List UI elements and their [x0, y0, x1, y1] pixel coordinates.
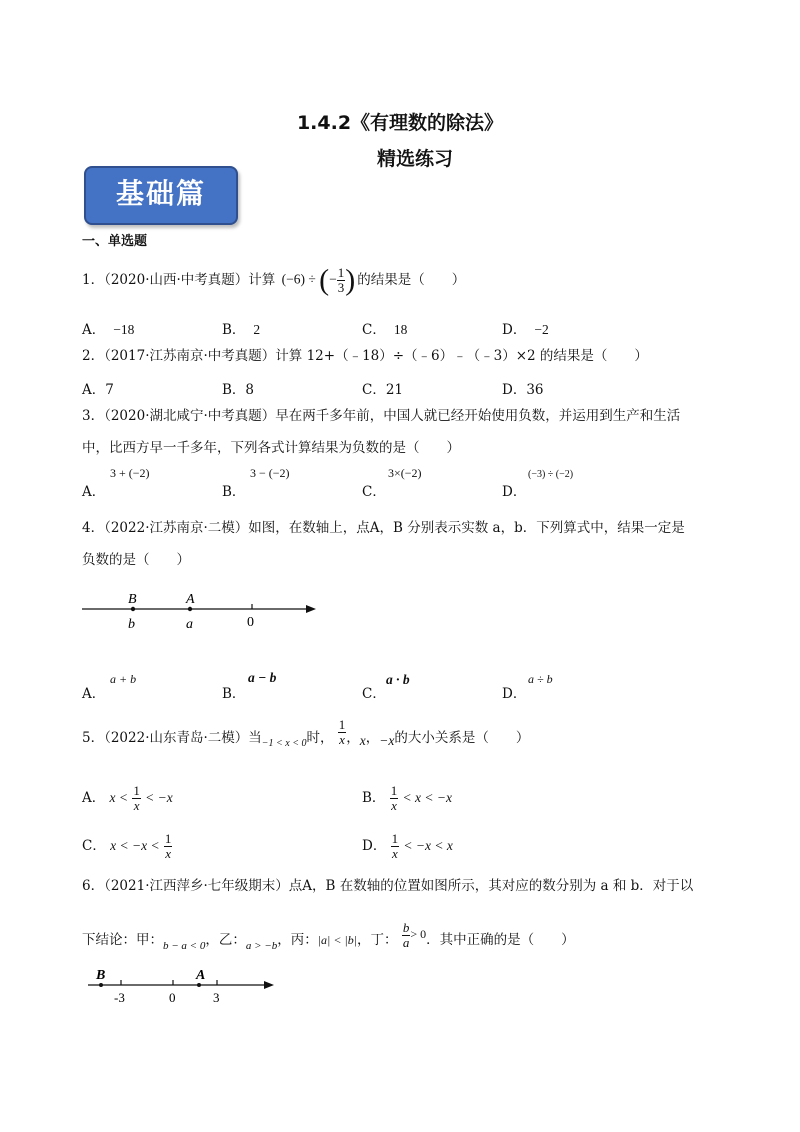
page-title: 1.4.2《有理数的除法》 — [296, 112, 504, 134]
minus-sign: − — [329, 271, 337, 287]
option-b-value: 3 − (−2) — [250, 466, 290, 480]
question-number: 2． — [82, 348, 105, 364]
tick-label-neg-3: -3 — [114, 990, 125, 1005]
frac-numerator: 1 — [390, 783, 398, 798]
option-pre: x < −x < — [110, 838, 160, 853]
option-value: 8 — [245, 382, 255, 398]
question-number: 6． — [82, 878, 105, 894]
option-a-value: a + b — [110, 672, 137, 686]
option-value: 21 — [385, 382, 404, 398]
arrow-head — [306, 605, 316, 613]
option-label: A． — [82, 686, 106, 702]
frac-denominator: a — [402, 935, 410, 950]
statement-yi: a > −b — [245, 940, 278, 952]
statement-bing: |a| < |b| — [317, 933, 358, 947]
option-label: B． — [222, 484, 246, 500]
option-d[interactable] — [502, 378, 544, 398]
text-segment: ，乙： — [205, 932, 246, 948]
section-heading: 一、单选题 — [82, 234, 148, 249]
option-c[interactable] — [362, 480, 386, 500]
section-banner: 基础篇 — [84, 166, 238, 225]
option-c-value: 3×(−2) — [388, 466, 422, 480]
fraction — [391, 832, 400, 861]
frac-denominator: x — [133, 798, 140, 813]
option-c-value: a · b — [386, 672, 410, 687]
option-b[interactable] — [362, 784, 452, 813]
option-a[interactable] — [82, 480, 105, 500]
option-b[interactable] — [222, 682, 245, 702]
fraction — [132, 784, 141, 813]
option-label: C． — [362, 322, 386, 338]
frac-denominator: x — [391, 798, 397, 813]
question-suffix: 的大小关系是（ ） — [394, 730, 530, 746]
question-number: 1． — [82, 272, 105, 288]
option-a[interactable] — [82, 378, 114, 398]
question-mid: 时， — [306, 730, 334, 746]
option-label: D． — [502, 686, 527, 702]
option-value: 36 — [526, 382, 544, 398]
option-a-value: 3 + (−2) — [110, 466, 150, 480]
question-3-line-2: 中，比西方早一千多年，下列各式计算结果为负数的是（ ） — [82, 440, 460, 456]
label-point-b: B — [96, 968, 106, 983]
frac-denominator: x — [165, 846, 172, 861]
arrow-head — [264, 981, 274, 989]
option-value: 18 — [393, 322, 408, 337]
expr-left: (−6) ÷ — [281, 271, 316, 287]
option-d-value: a ÷ b — [528, 672, 553, 686]
option-label: A． — [82, 790, 106, 806]
condition: −1 < x < 0 — [261, 738, 307, 749]
option-a[interactable] — [82, 318, 134, 338]
question-number: 5． — [82, 730, 105, 746]
option-label: D． — [362, 838, 387, 854]
point-a — [197, 983, 201, 987]
option-label: D． — [502, 484, 527, 500]
option-label: B． — [222, 322, 246, 338]
question-text: （2022·江苏南京·二模）如图，在数轴上，点A，B 分别表示实数 a，b．下列算式中，结果一定是 — [104, 520, 685, 536]
question-2 — [82, 346, 648, 366]
option-label: C． — [362, 382, 386, 398]
text-segment: ．其中正确的是（ ） — [426, 932, 575, 948]
label-b: b — [128, 617, 135, 632]
label-point-a: A — [196, 968, 206, 983]
option-a[interactable] — [82, 682, 105, 702]
fraction — [338, 718, 347, 747]
tick-label-zero: 0 — [169, 990, 176, 1005]
separator: ， — [365, 730, 380, 746]
frac-numerator: 1 — [391, 831, 399, 846]
option-label: C． — [82, 838, 106, 854]
frac-denominator: x — [391, 846, 398, 861]
paren-right: ) — [345, 263, 356, 297]
option-c[interactable] — [82, 832, 172, 861]
question-3-line-1 — [82, 406, 680, 426]
frac-numerator: 1 — [133, 783, 140, 798]
frac-denominator: x — [339, 732, 345, 747]
question-4-line-1 — [82, 518, 685, 538]
point-a — [188, 607, 192, 611]
option-d-value: (−3) ÷ (−2) — [528, 469, 574, 480]
option-label: C． — [362, 686, 386, 702]
point-b — [131, 607, 135, 611]
question-6-line-1 — [82, 876, 693, 896]
label-a: a — [186, 617, 193, 632]
question-4-line-2: 负数的是（ ） — [82, 552, 190, 568]
option-value: −18 — [113, 322, 135, 337]
text-segment: ，丙： — [277, 932, 318, 948]
option-label: B． — [222, 382, 246, 398]
point-b — [99, 983, 103, 987]
question-5 — [82, 717, 530, 753]
text-segment: ，丁： — [357, 932, 398, 948]
page-subtitle: 精选练习 — [376, 148, 453, 170]
option-post: < x < −x — [402, 790, 452, 805]
option-label: B． — [222, 686, 246, 702]
option-label: A． — [82, 484, 106, 500]
label-point-a: A — [186, 592, 195, 607]
option-value: 2 — [253, 322, 261, 337]
option-label: B． — [362, 790, 386, 806]
question-text: （2020·湖北咸宁·中考真题）早在两千多年前，中国人就已经开始使用负数，并运用到生产和生活 — [104, 408, 681, 424]
option-d[interactable] — [502, 480, 526, 500]
option-b[interactable] — [222, 378, 254, 398]
option-pre: x < — [109, 790, 129, 805]
option-b[interactable] — [222, 318, 260, 338]
label-zero: 0 — [247, 615, 254, 630]
frac-numerator: 1 — [338, 717, 346, 732]
frac-numerator: 1 — [337, 265, 345, 280]
question-suffix: 的结果是（ ） — [357, 272, 466, 288]
paren-left: ( — [319, 263, 330, 297]
option-d[interactable] — [502, 318, 549, 338]
question-6-line-2 — [82, 920, 575, 955]
term-x: x — [359, 733, 366, 748]
option-b-value: a − b — [248, 670, 277, 685]
question-1 — [82, 263, 466, 297]
option-a[interactable] — [82, 784, 173, 813]
tick-label-3: 3 — [213, 990, 220, 1005]
option-d[interactable] — [502, 682, 526, 702]
frac-denominator: 3 — [337, 280, 345, 295]
statement-ding: > 0 — [410, 927, 427, 941]
fraction — [390, 784, 399, 813]
option-c[interactable] — [362, 378, 403, 398]
option-label: A． — [82, 382, 106, 398]
frac-numerator: b — [402, 920, 410, 935]
question-source: （2020·山西·中考真题）计算 — [104, 272, 276, 288]
term-neg-x: −x — [379, 733, 395, 748]
option-value: −2 — [534, 322, 549, 337]
question-text: （2021·江西萍乡·七年级期末）点A，B 在数轴的位置如图所示，其对应的数分别为 a 和 b．对于以 — [104, 878, 694, 894]
option-post: < −x < x — [403, 838, 453, 853]
question-number: 4． — [82, 520, 105, 536]
frac-numerator: 1 — [164, 831, 172, 846]
number-line-q4 — [80, 588, 320, 634]
label-point-b: B — [128, 592, 137, 607]
question-source: （2022·山东青岛·二模）当 — [104, 730, 262, 746]
option-label: A． — [82, 322, 106, 338]
question-number: 3． — [82, 408, 105, 424]
option-label: D． — [502, 322, 527, 338]
fraction — [337, 266, 346, 295]
option-post: < −x — [145, 790, 173, 805]
separator: ， — [346, 730, 360, 746]
number-line-q6 — [86, 962, 286, 1006]
text-segment: 下结论：甲： — [82, 932, 163, 948]
option-label: D． — [502, 382, 527, 398]
option-b[interactable] — [222, 480, 245, 500]
option-c[interactable] — [362, 682, 386, 702]
option-d[interactable] — [362, 832, 453, 861]
statement-jia: b − a < 0 — [163, 940, 206, 952]
option-value: 7 — [105, 382, 114, 398]
fraction — [164, 832, 173, 861]
option-label: C． — [362, 484, 386, 500]
expression — [281, 263, 356, 297]
question-text: （2017·江苏南京·中考真题）计算 12+（﹣18）÷（﹣6）﹣（﹣3）×2 的结果是（ ） — [104, 348, 648, 364]
option-c[interactable] — [362, 318, 407, 338]
